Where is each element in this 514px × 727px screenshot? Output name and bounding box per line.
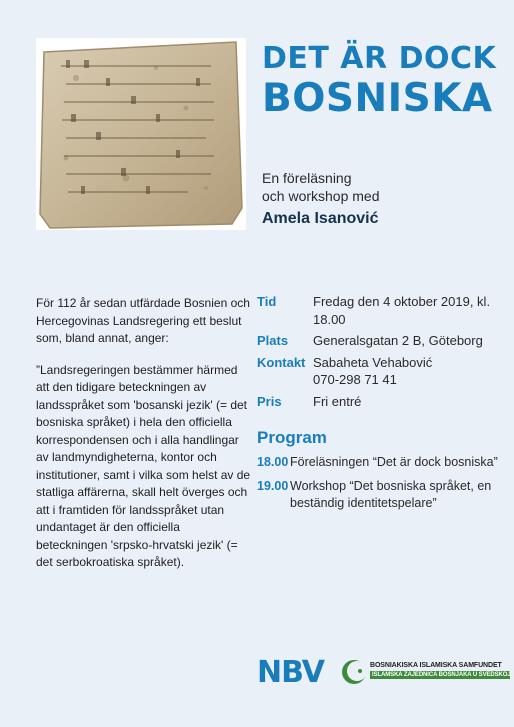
speaker-name: Amela Isanović: [262, 210, 379, 227]
info-row-time: [257, 293, 507, 328]
info-label: Pris: [257, 393, 282, 409]
program-item: [257, 478, 502, 513]
org-logo-text: [370, 662, 510, 679]
info-label: Plats: [257, 333, 289, 348]
event-info: [257, 293, 507, 414]
crescent-icon: [340, 658, 368, 686]
program-time: 19.00: [257, 478, 289, 493]
info-value: Fredag den 4 oktober 2019, kl. 18.00: [313, 294, 491, 327]
program-item: [257, 454, 502, 472]
info-value: Fri entré: [313, 393, 362, 409]
info-row-price: [257, 393, 507, 411]
nbv-logo: NBV: [257, 655, 324, 690]
intro-line-1: En föreläsning: [262, 170, 352, 186]
intro-text: [262, 169, 502, 205]
info-label: Kontakt: [257, 354, 306, 370]
info-label: Tid: [257, 294, 277, 309]
program-heading: Program: [257, 428, 327, 447]
info-row-place: [257, 332, 507, 350]
body-text: [36, 295, 252, 586]
program-time: 18.00: [257, 455, 289, 469]
org-name-swedish: BOSNIAKISKA ISLAMISKA SAMFUNDET: [370, 662, 502, 669]
body-paragraph-2: ”Landsregeringen bestämmer härmed att den tidigare beteckningen av landsspråket som 'bosanski jezik' (= det bosniska språket) i hela den officiella korrespondensen och i alla handlingar av landmyndigheterna, kontor och institutioner, samt i vilka som helst av de statliga affärerna, skall helt överges och att i framtiden för landsspråket utan undantaget är den officiella beteckningen 'srpsko-hrvatski jezik' (= det serbokroatiska språket).: [36, 362, 251, 569]
program-text: Workshop “Det bosniska språket, en beständig identitetspelare”: [290, 478, 492, 510]
intro-line-2: och workshop med: [262, 188, 380, 204]
info-value: Generalsgatan 2 B, Göteborg: [313, 333, 483, 348]
program-text: Föreläsningen “Det är dock bosniska”: [290, 455, 498, 469]
contact-phone: 070-298 71 41: [313, 372, 397, 387]
stone-tablet-image: [36, 38, 246, 230]
org-name-bosnian: ISLAMSKA ZAJEDNICA BOŠNJAKA U ŠVEDSKOJ: [372, 672, 511, 678]
info-row-contact: [257, 354, 507, 389]
body-paragraph-1: För 112 år sedan utfärdade Bosnien och Hercegovinas Landsregering ett beslut som, bland annat, anger:: [36, 296, 250, 345]
title-line-2: BOSNISKA: [262, 76, 493, 121]
info-value: [313, 354, 507, 389]
program-list: [257, 454, 502, 519]
title-line-1: DET ÄR DOCK: [262, 41, 497, 76]
contact-name: Sabaheta Vehabović: [313, 354, 433, 370]
poster-title: [262, 42, 502, 122]
